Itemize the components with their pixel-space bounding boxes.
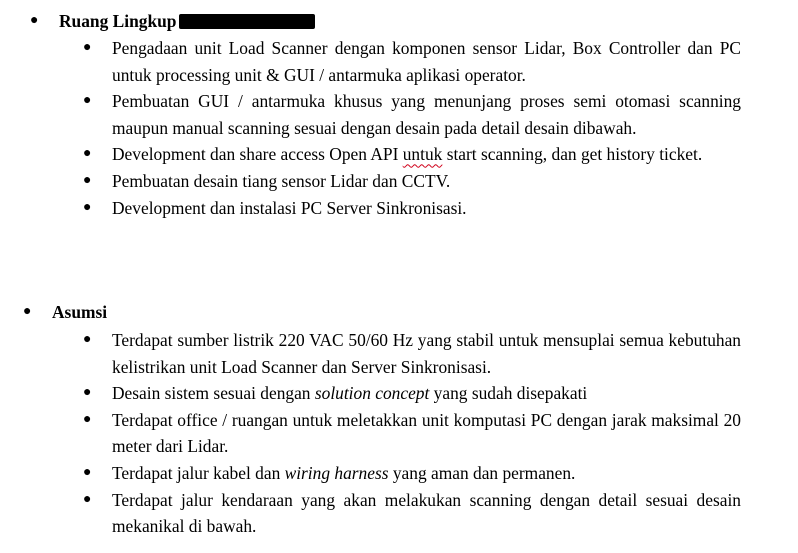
redacted-text-block — [179, 14, 315, 29]
list-item — [83, 35, 741, 88]
list-item-text-after: start scanning, dan get history ticket. — [442, 144, 703, 165]
list-item-text-before: Development dan share access Open API — [112, 144, 403, 165]
list-bullet: ● — [83, 464, 92, 480]
list-item — [83, 327, 741, 380]
list-item-text-before: Terdapat jalur kabel dan — [112, 462, 285, 483]
scope-heading-title: Ruang Lingkup — [59, 11, 177, 31]
list-item — [83, 407, 741, 460]
list-item — [83, 88, 741, 141]
list-bullet: ● — [83, 199, 92, 215]
list-bullet: ● — [83, 491, 92, 507]
list-item-text: Terdapat jalur kendaraan yang akan melakukan scanning dengan detail sesuai desain mekanikal di bawah. — [112, 489, 741, 537]
list-bullet: ● — [83, 385, 92, 401]
list-bullet: ● — [83, 332, 92, 347]
list-item-text: Pembuatan desain tiang sensor Lidar dan CCTV. — [112, 170, 451, 191]
list-item-text: Development dan instalasi PC Server Sinkronisasi. — [112, 197, 467, 218]
list-item-text-after: yang aman dan permanen. — [388, 462, 576, 483]
list-bullet: ● — [83, 146, 92, 162]
scope-list — [83, 35, 741, 221]
list-item-text-before: Desain sistem sesuai dengan — [112, 383, 315, 404]
list-item-text-italic: wiring harness — [284, 462, 389, 483]
list-bullet: ● — [83, 172, 92, 188]
assumptions-heading — [23, 302, 108, 323]
list-item — [83, 380, 741, 407]
list-item-text: Terdapat sumber listrik 220 VAC 50/60 Hz yang stabil untuk mensuplai semua kebutuhan kelistrikan unit Load Scanner dan Server Sinkronisasi. — [112, 330, 741, 377]
list-item-text: Pengadaan unit Load Scanner dengan komponen sensor Lidar, Box Controller dan PC untuk processing unit & GUI / antarmuka aplikasi operator. — [112, 38, 741, 85]
assumptions-heading-bullet: ● — [23, 304, 32, 319]
list-bullet: ● — [83, 40, 92, 55]
list-bullet: ● — [83, 93, 92, 109]
list-item — [83, 195, 741, 222]
assumptions-heading-title: Asumsi — [52, 302, 108, 322]
scope-heading — [30, 11, 315, 32]
list-item-text: Terdapat office / ruangan untuk meletakkan unit komputasi PC dengan jarak maksimal 20 meter dari Lidar. — [112, 409, 741, 457]
list-item-text: Pembuatan GUI / antarmuka khusus yang menunjang proses semi otomasi scanning maupun manual scanning sesuai dengan desain pada detail desain dibawah. — [112, 91, 741, 138]
list-item — [83, 141, 741, 168]
list-bullet: ● — [83, 411, 92, 427]
list-item — [83, 460, 741, 487]
spellcheck-flagged-word[interactable]: untuk — [402, 144, 443, 165]
list-item — [83, 168, 741, 195]
assumptions-list — [83, 327, 741, 540]
list-item — [83, 487, 741, 540]
list-item-text-after: yang sudah disepakati — [429, 383, 588, 404]
scope-heading-bullet: ● — [30, 13, 39, 28]
list-item-text-italic: solution concept — [314, 383, 430, 404]
